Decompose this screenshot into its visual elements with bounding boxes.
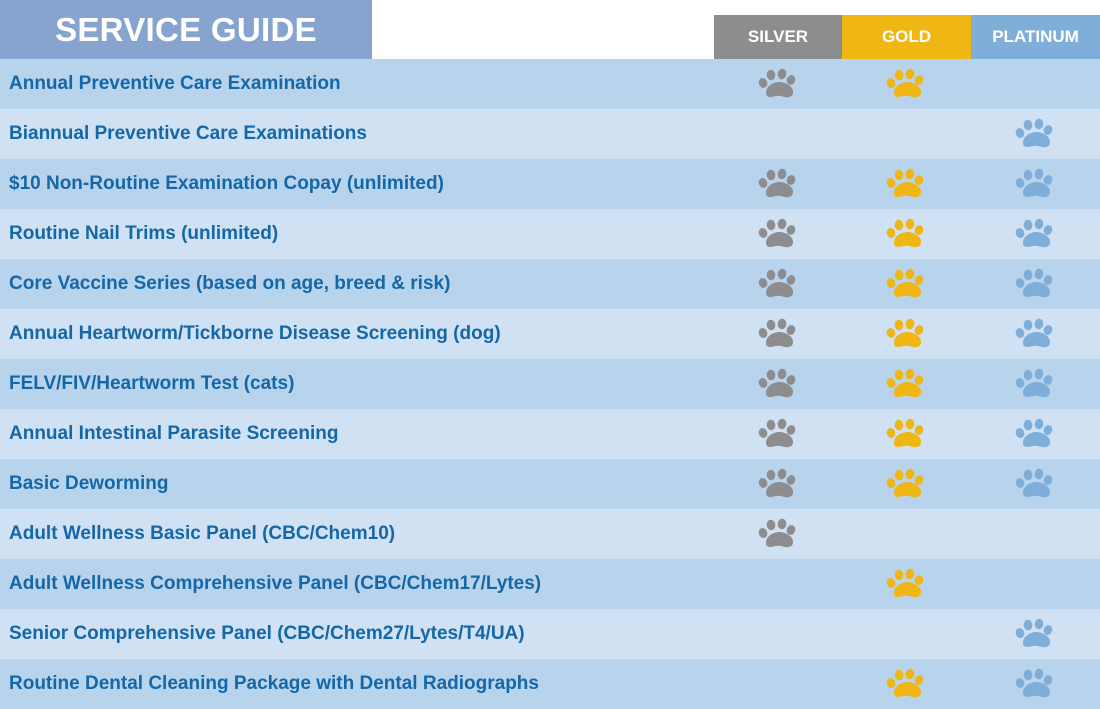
table-row [0,659,1100,709]
service-name: Annual Preventive Care Examination [9,73,341,94]
cell-platinum [971,159,1099,209]
cell-gold [842,159,970,209]
service-name: FELV/FIV/Heartworm Test (cats) [9,373,295,394]
cell-platinum [971,659,1099,709]
cell-gold [842,59,970,109]
tier-header-platinum [971,15,1100,59]
tier-label-gold: GOLD [881,27,932,46]
cell-platinum [971,109,1099,159]
table-row [0,209,1100,259]
service-name: Adult Wellness Basic Panel (CBC/Chem10) [9,523,396,544]
table-row [0,259,1100,309]
paw-icon [1013,668,1057,700]
cell-platinum [971,409,1099,459]
cell-platinum [971,509,1099,559]
paw-icon [756,168,800,200]
paw-icon [884,168,928,200]
cell-platinum [971,259,1099,309]
table-row [0,159,1100,209]
cell-platinum [971,559,1099,609]
service-name: Basic Deworming [9,473,169,494]
cell-platinum [971,309,1099,359]
cell-silver [714,459,842,509]
cell-platinum [971,459,1099,509]
paw-icon [756,268,800,300]
cell-gold [842,359,970,409]
service-name: $10 Non-Routine Examination Copay (unlimited) [9,173,444,194]
paw-icon [884,68,928,100]
paw-icon [756,468,800,500]
cell-silver [714,209,842,259]
paw-icon [756,518,800,550]
cell-silver [714,609,842,659]
cell-silver [714,309,842,359]
cell-gold [842,309,970,359]
paw-icon [884,368,928,400]
cell-silver [714,109,842,159]
cell-gold [842,559,970,609]
cell-gold [842,259,970,309]
paw-icon [1013,418,1057,450]
tier-header-silver [714,15,842,59]
cell-platinum [971,359,1099,409]
paw-icon [1013,218,1057,250]
paw-icon [756,68,800,100]
service-table [0,59,1100,709]
table-row [0,609,1100,659]
tier-label-platinum: PLATINUM [992,27,1079,46]
cell-silver [714,359,842,409]
title-banner [0,0,372,59]
table-row [0,459,1100,509]
cell-silver [714,509,842,559]
table-row [0,59,1100,109]
cell-platinum [971,59,1099,109]
service-name: Senior Comprehensive Panel (CBC/Chem27/Lytes/T4/UA) [9,623,525,644]
cell-silver [714,159,842,209]
page-title: SERVICE GUIDE [55,10,317,48]
cell-platinum [971,209,1099,259]
service-name: Adult Wellness Comprehensive Panel (CBC/Chem17/Lytes) [9,573,542,594]
cell-gold [842,609,970,659]
service-name: Routine Dental Cleaning Package with Dental Radiographs [9,673,539,694]
paw-icon [884,318,928,350]
service-name: Core Vaccine Series (based on age, breed & risk) [9,273,451,294]
table-row [0,559,1100,609]
paw-icon [884,468,928,500]
paw-icon [1013,268,1057,300]
table-row [0,409,1100,459]
cell-gold [842,409,970,459]
paw-icon [1013,168,1057,200]
paw-icon [756,218,800,250]
service-name: Biannual Preventive Care Examinations [9,123,367,144]
tier-label-silver: SILVER [747,27,809,46]
paw-icon [1013,468,1057,500]
paw-icon [1013,618,1057,650]
cell-silver [714,559,842,609]
cell-gold [842,209,970,259]
table-row [0,309,1100,359]
table-row [0,359,1100,409]
cell-silver [714,409,842,459]
service-name: Routine Nail Trims (unlimited) [9,223,279,244]
cell-gold [842,459,970,509]
tier-header-gold [842,15,971,59]
paw-icon [1013,118,1057,150]
service-name: Annual Heartworm/Tickborne Disease Screening (dog) [9,323,501,344]
table-row [0,109,1100,159]
paw-icon [884,668,928,700]
paw-icon [884,218,928,250]
paw-icon [884,418,928,450]
cell-silver [714,59,842,109]
cell-silver [714,259,842,309]
paw-icon [884,568,928,600]
cell-gold [842,109,970,159]
paw-icon [756,318,800,350]
paw-icon [756,418,800,450]
cell-platinum [971,609,1099,659]
cell-gold [842,509,970,559]
table-row [0,509,1100,559]
paw-icon [884,268,928,300]
paw-icon [1013,318,1057,350]
cell-silver [714,659,842,709]
cell-gold [842,659,970,709]
paw-icon [756,368,800,400]
paw-icon [1013,368,1057,400]
service-name: Annual Intestinal Parasite Screening [9,423,339,444]
